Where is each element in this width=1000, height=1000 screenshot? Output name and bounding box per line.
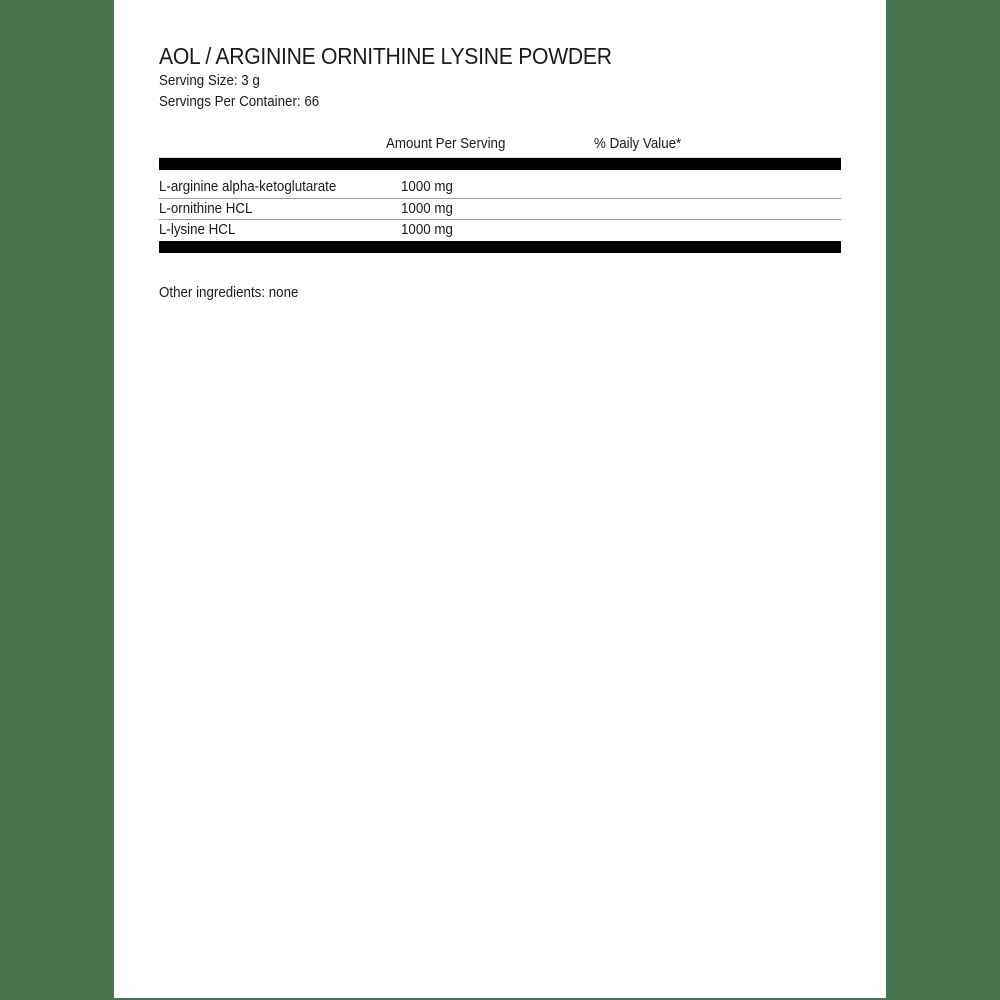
ingredient-name: L-ornithine HCL	[159, 201, 253, 217]
product-title: AOL / ARGININE ORNITHINE LYSINE POWDER	[159, 43, 612, 69]
ingredient-name: L-arginine alpha-ketoglutarate	[159, 179, 337, 195]
ingredient-row	[159, 198, 841, 220]
ingredient-amount: 1000 mg	[401, 201, 453, 217]
bottom-heavy-rule	[159, 241, 841, 253]
other-ingredients: Other ingredients: none	[159, 285, 299, 301]
ingredient-row	[159, 176, 841, 198]
ingredient-name: L-lysine HCL	[159, 222, 236, 238]
column-header-daily-value: % Daily Value*	[594, 136, 682, 152]
supplement-label-page	[114, 0, 886, 998]
serving-size: Serving Size: 3 g	[159, 73, 260, 89]
top-heavy-rule	[159, 158, 841, 170]
ingredient-row	[159, 219, 841, 241]
ingredient-amount: 1000 mg	[401, 179, 453, 195]
ingredient-amount: 1000 mg	[401, 222, 453, 238]
column-header-amount: Amount Per Serving	[386, 136, 506, 152]
servings-per-container: Servings Per Container: 66	[159, 94, 320, 110]
